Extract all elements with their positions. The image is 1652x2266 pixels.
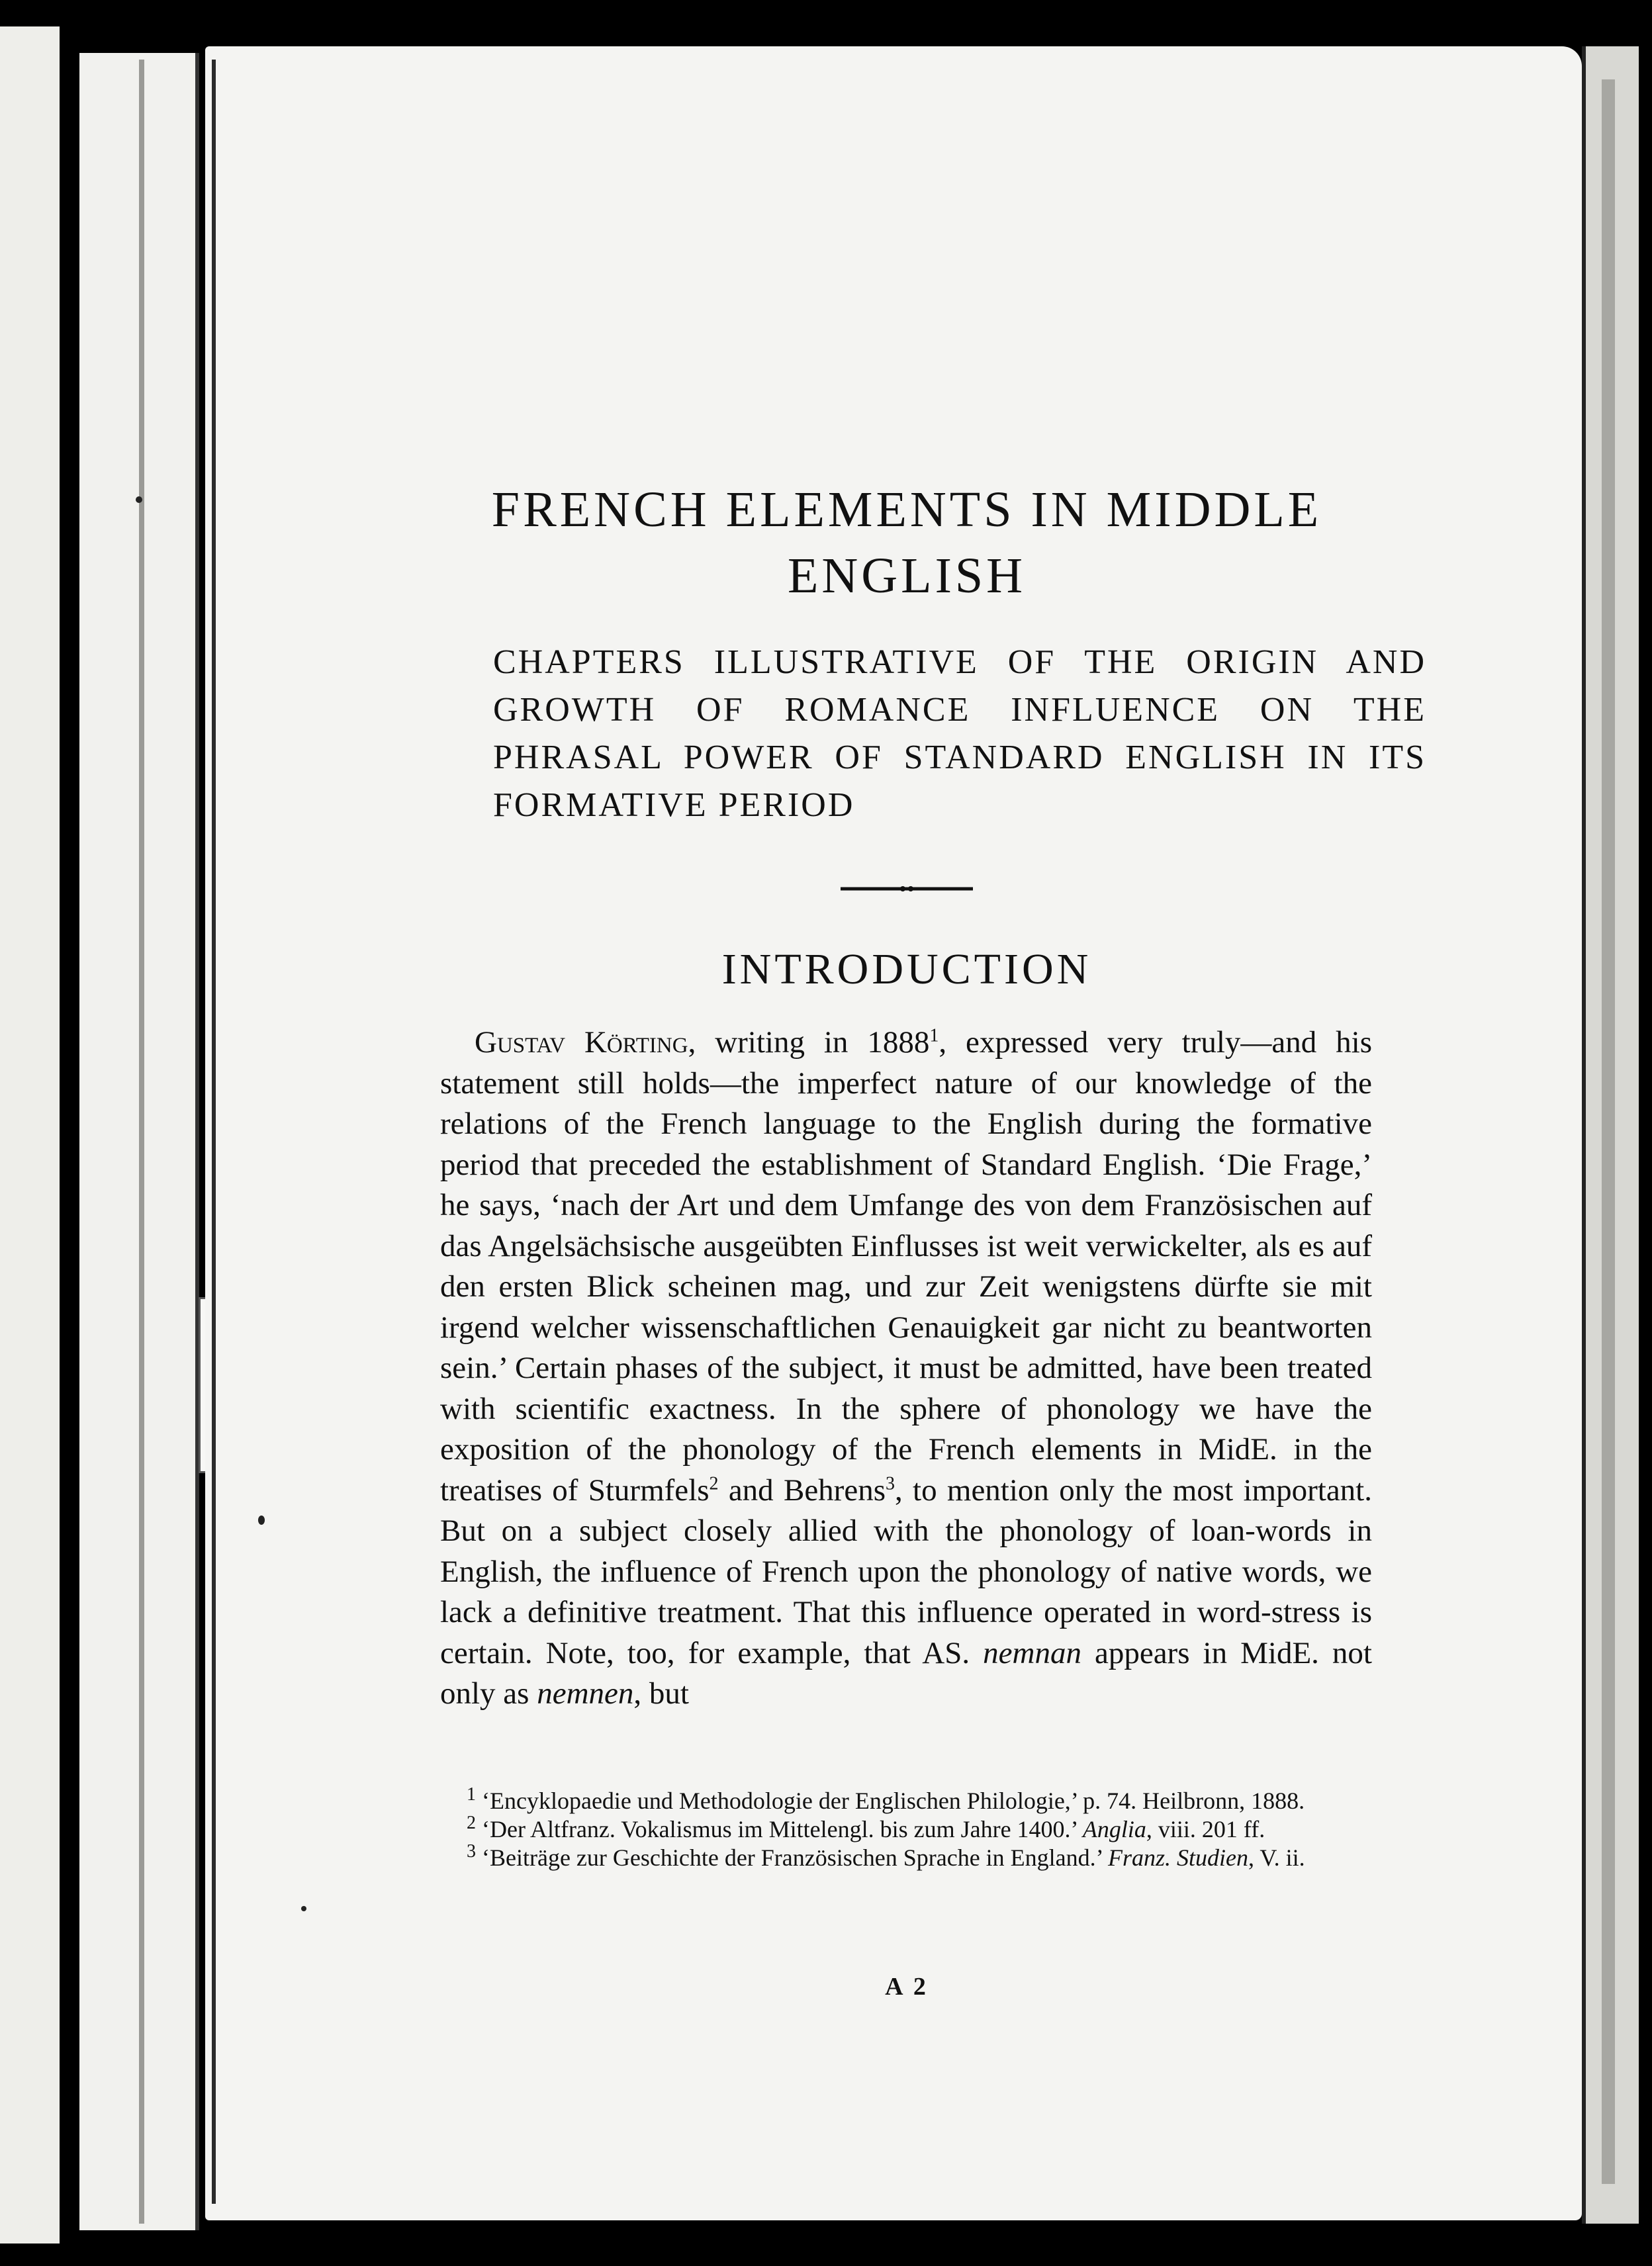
footnote-text: ‘Encyklopaedie und Methodologie der Englischen Philologie,’ p. 74. Heilbronn, 1888. (482, 1788, 1305, 1814)
footnote-ref: 1 (929, 1025, 939, 1046)
footnote-2 (440, 1815, 1372, 1844)
footnote-text: ‘Der Altfranz. Vokalismus im Mittelengl. bis zum Jahre 1400.’ (482, 1816, 1077, 1842)
footnote-mark: 2 (467, 1813, 476, 1833)
scan-speck (301, 1906, 306, 1911)
footnote-text: , V. ii. (1248, 1844, 1305, 1871)
italic-word: nemnen (537, 1676, 634, 1711)
footnote-mark: 1 (467, 1784, 476, 1805)
footnote-mark: 3 (467, 1841, 476, 1862)
body-text: appears in MidE. not only as (440, 1635, 1372, 1711)
body-paragraph (440, 1022, 1372, 1715)
page-stack-shadow (1602, 79, 1615, 2184)
body-text: , to mention only the most important. But on a subject closely allied with the phonology of loan-words in English, the influence of French upon the phonology of native words, we lack a definitive treatment. That this influence operated in word-stress is certain. Note, too, for example, that AS. (440, 1473, 1372, 1670)
body-text: , expressed very truly—and his statement still holds—the imperfect nature of our knowledge of the relations of the French language to the English during the formative period that preceded the establishment of Standard English. ‘Die Frage,’ he says, ‘nach der Art und dem Umfange des von dem Französischen auf das Angelsächsische ausgeübten Einflusses ist weit verwickelter, als es auf den ersten Blick scheinen mag, und zur Zeit wenigstens dürfte sie mit irgend welcher wissenschaftlichen Genauigkeit gar nicht zu beantworten sein.’ Certain phases of the subject, it must be admitted, have been treated with scientific exactness. In the sphere of phonology we have the exposition of the phonology of the French elements in MidE. in the treatises of Sturmfels (440, 1025, 1372, 1508)
previous-page-edge (0, 26, 60, 2243)
body-text: and Behrens (718, 1473, 886, 1508)
body-text: , writing in 1888 (688, 1025, 930, 1060)
footnote-ref: 2 (709, 1473, 719, 1494)
scan-speck (258, 1516, 265, 1525)
footnote-text: , viii. 201 ff. (1146, 1816, 1265, 1842)
signature-mark: A 2 (885, 1973, 929, 2001)
footnote-ref: 3 (885, 1473, 895, 1494)
footnote-1 (440, 1784, 1372, 1815)
footnote-3 (440, 1841, 1372, 1872)
page-fold-shadow (139, 60, 144, 2224)
footnotes (440, 1784, 1372, 1872)
scan-speck (136, 496, 142, 503)
binding-line (212, 60, 216, 2204)
ornamental-rule (841, 885, 973, 892)
section-heading: INTRODUCTION (721, 945, 1092, 993)
footnote-journal: Franz. Studien (1107, 1844, 1248, 1871)
book-title: FRENCH ELEMENTS IN MIDDLE ENGLISH (491, 482, 1322, 604)
footnote-text: ‘Beiträge zur Geschichte der Französischen Sprache in England.’ (482, 1844, 1102, 1871)
book-subtitle: CHAPTERS ILLUSTRATIVE OF THE ORIGIN AND GROWTH OF ROMANCE INFLUENCE ON THE PHRASAL POWER OF STANDARD ENGLISH IN ITS FORMATIVE PERIOD (493, 643, 1426, 824)
italic-word: nemnan (983, 1635, 1081, 1670)
footnote-journal: Anglia (1082, 1816, 1146, 1842)
author-name: Gustav Körting (475, 1025, 688, 1060)
body-text: , but (633, 1676, 689, 1711)
